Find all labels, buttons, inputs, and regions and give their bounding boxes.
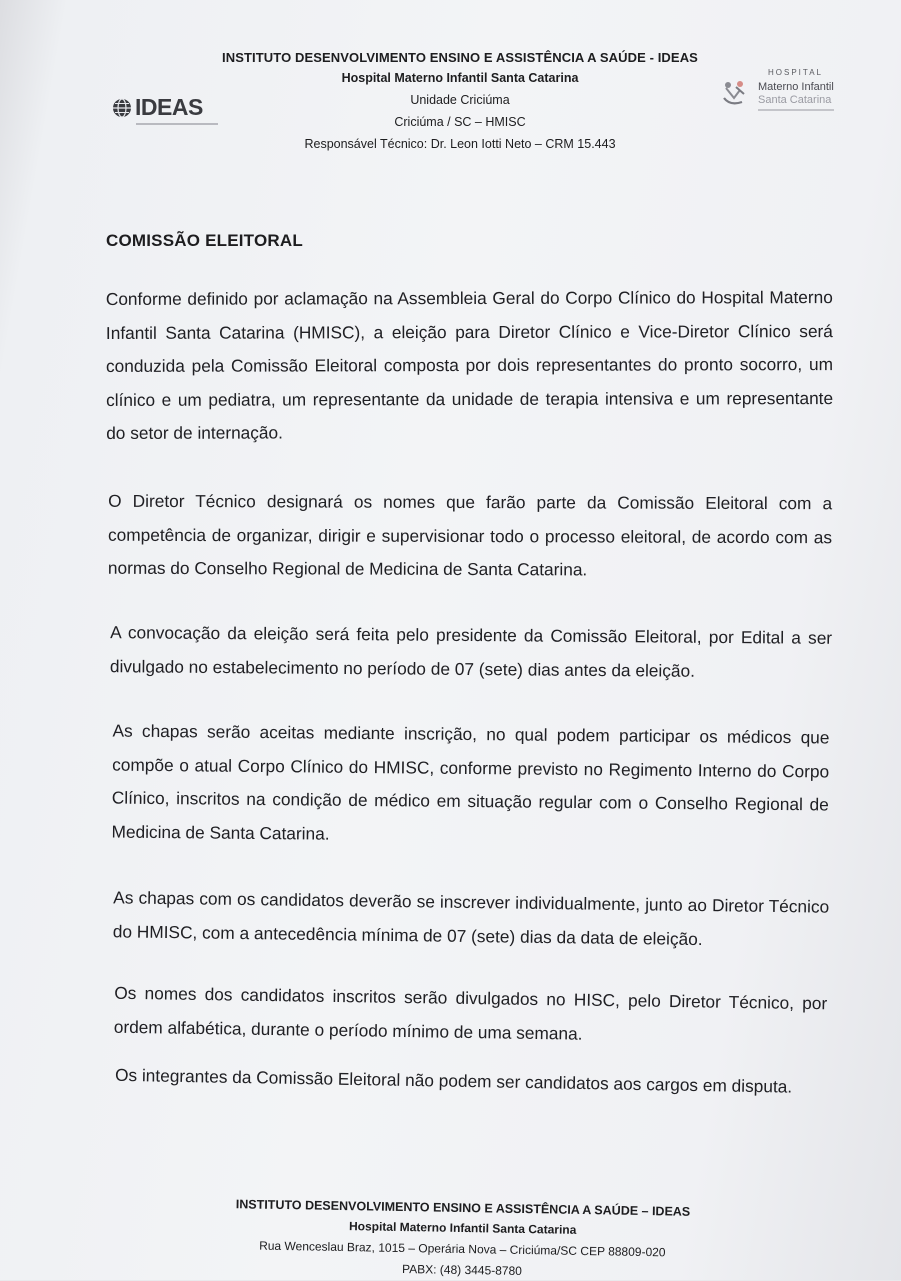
paragraph-4: As chapas serão aceitas mediante inscrição, no qual podem participar os médicos que compõe o atual Corpo Clínico do HMISC, conforme previsto no Regimento Interno do Corpo Clínico, inscritos na condição de médico em situação regular com o Conselho Regional de Medicina de Santa Catarina.: [111, 720, 830, 844]
hospital-emblem-icon: [718, 76, 752, 110]
hospital-logo: [718, 68, 838, 120]
footer-address: Rua Wenceslau Braz, 1015 – Operária Nova – Criciúma/SC CEP 88809-020: [259, 1238, 666, 1260]
letterhead: [200, 50, 720, 151]
header-institute: INSTITUTO DESENVOLVIMENTO ENSINO E ASSISTÊNCIA A SAÚDE - IDEAS: [222, 50, 698, 65]
footer-institute: INSTITUTO DESENVOLVIMENTO ENSINO E ASSISTÊNCIA A SAÚDE – IDEAS: [235, 1197, 691, 1219]
header-hospital: Hospital Materno Infantil Santa Catarina: [341, 71, 579, 85]
footer-hospital: Hospital Materno Infantil Santa Catarina: [348, 1219, 577, 1237]
document-title: COMISSÃO ELEITORAL: [106, 231, 303, 250]
paragraph-5: As chapas com os candidatos deverão se inscrever individualmente, junto ao Diretor Técnico do HMISC, com a antecedência mínima de 07 (sete) dias da data de eleição.: [112, 887, 830, 949]
hospital-logo-line1: HOSPITAL: [768, 68, 823, 77]
footer-phone: PABX: (48) 3445-8780: [401, 1262, 523, 1278]
ideas-logo: [112, 94, 203, 121]
hospital-logo-line3: Santa Catarina: [758, 94, 832, 106]
paragraph-3: A convocação da eleição será feita pelo presidente da Comissão Eleitoral, por Edital a ser divulgado no estabelecimento no período de 07 (sete) dias antes da eleição.: [109, 622, 833, 681]
paragraph-1: Conforme definido por aclamação na Assembleia Geral do Corpo Clínico do Hospital Materno Infantil Santa Catarina (HMISC), a eleição para Diretor Clínico e Vice-Diretor Clínico será conduzida pela Comissão Eleitoral composta por dois representantes do pronto socorro, um clínico e um pediatra, um representante da unidade de terapia intensiva e um representante do setor de internação.: [105, 287, 834, 443]
paragraph-6: Os nomes dos candidatos inscritos serão divulgados no HISC, pelo Diretor Técnico, por ordem alfabética, durante o período mínimo de uma semana.: [113, 982, 828, 1044]
footer: [229, 1197, 695, 1281]
header-location: Criciúma / SC – HMISC: [394, 115, 526, 129]
globe-icon: [112, 98, 132, 118]
hospital-logo-underline: [758, 109, 834, 111]
paragraph-2: O Diretor Técnico designará os nomes que farão parte da Comissão Eleitoral com a competência de organizar, dirigir e supervisionar todo o processo eleitoral, de acordo com as normas do Conselho Regional de Medicina de Santa Catarina.: [107, 490, 833, 580]
paragraph-7: Os integrantes da Comissão Eleitoral não podem ser candidatos aos cargos em disputa.: [114, 1064, 793, 1097]
header-responsible: Responsável Técnico: Dr. Leon Iotti Neto – CRM 15.443: [304, 137, 616, 151]
hospital-logo-line2: Materno Infantil: [758, 81, 834, 93]
header-unit: Unidade Criciúma: [410, 93, 510, 107]
ideas-logo-text: IDEAS: [135, 94, 203, 120]
